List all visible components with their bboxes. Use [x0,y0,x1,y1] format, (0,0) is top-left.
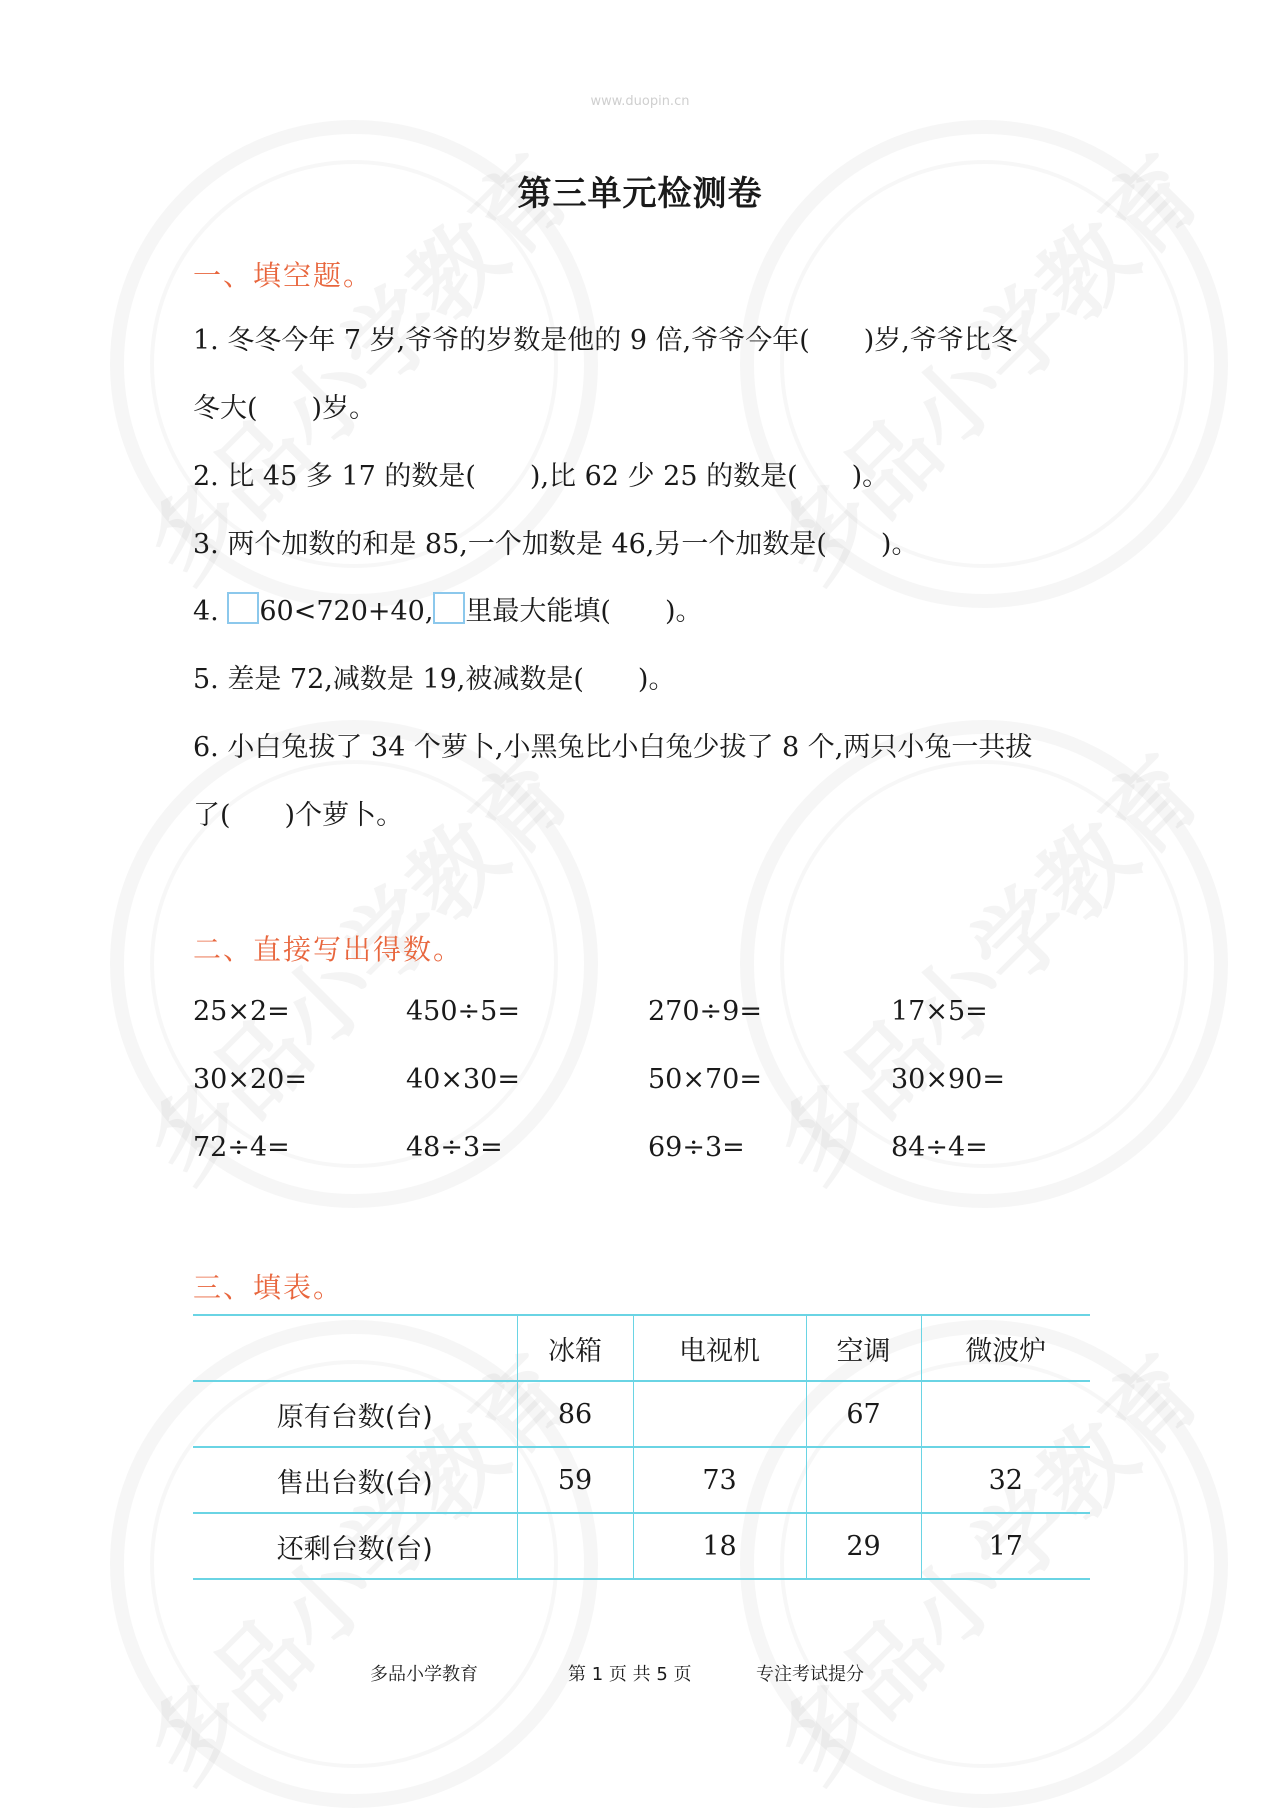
question-5: 5. 差是 72,减数是 19,被减数是( )。 [193,664,676,695]
answer-box[interactable] [433,592,465,624]
calc-item: 270÷9= [648,996,762,1027]
question-6-line-2: 了( )个萝卜。 [193,800,404,831]
question-1-line-1: 1. 冬冬今年 7 岁,爷爷的岁数是他的 9 倍,爷爷今年( )岁,爷爷比冬 [193,325,1018,356]
answer-box[interactable] [227,592,259,624]
row-label: 还剩台数(台) [193,1513,517,1579]
calc-item: 17×5= [891,996,988,1027]
appliance-table [193,1314,1090,1580]
section-heading-mental-math: 二、直接写出得数。 [193,933,464,966]
table-cell-blank[interactable] [806,1447,921,1513]
table-cell: 18 [633,1513,806,1579]
table-cell-blank[interactable] [921,1381,1090,1447]
table-cell-blank[interactable] [517,1513,633,1579]
calc-item: 25×2= [193,996,290,1027]
question-4-inequality: 60<720+40, [259,596,434,627]
table-cell: 17 [921,1513,1090,1579]
table-row [193,1513,1090,1579]
table-header-cell: 空调 [806,1315,921,1381]
footer-page-number: 第 1 页 共 5 页 [568,1664,692,1685]
table-cell: 29 [806,1513,921,1579]
table-header-cell: 冰箱 [517,1315,633,1381]
question-2: 2. 比 45 多 17 的数是( ),比 62 少 25 的数是( )。 [193,461,890,492]
section-heading-fill-blank: 一、填空题。 [193,259,374,292]
page-title: 第三单元检测卷 [517,174,763,214]
footer-slogan: 专注考试提分 [756,1664,864,1685]
table-header-cell: 电视机 [633,1315,806,1381]
calc-item: 450÷5= [406,996,520,1027]
table-cell: 86 [517,1381,633,1447]
footer-brand: 多品小学教育 [370,1664,478,1685]
calc-item: 69÷3= [648,1132,745,1163]
calc-item: 30×90= [891,1064,1005,1095]
calc-item: 30×20= [193,1064,307,1095]
table-header-cell: 微波炉 [921,1315,1090,1381]
table-row [193,1381,1090,1447]
calc-item: 72÷4= [193,1132,290,1163]
table-header-cell [193,1315,517,1381]
table-cell: 73 [633,1447,806,1513]
section-heading-fill-table: 三、填表。 [193,1271,344,1304]
question-6-line-1: 6. 小白兔拔了 34 个萝卜,小黑兔比小白兔少拔了 8 个,两只小兔一共拔 [193,732,1033,763]
table-cell: 59 [517,1447,633,1513]
table-cell: 67 [806,1381,921,1447]
calc-item: 48÷3= [406,1132,503,1163]
table-cell: 32 [921,1447,1090,1513]
calc-item: 50×70= [648,1064,762,1095]
table-cell-blank[interactable] [633,1381,806,1447]
question-1-line-2: 冬大( )岁。 [193,393,377,424]
watermark-site: www.duopin.cn [590,94,690,109]
table-row [193,1447,1090,1513]
table-header-row [193,1315,1090,1381]
question-4-number: 4. [193,596,219,627]
calc-item: 84÷4= [891,1132,988,1163]
question-4-prompt: 里最大能填( )。 [465,596,703,627]
calc-item: 40×30= [406,1064,520,1095]
question-4 [193,592,1093,632]
row-label: 售出台数(台) [193,1447,517,1513]
question-3: 3. 两个加数的和是 85,一个加数是 46,另一个加数是( )。 [193,529,919,560]
row-label: 原有台数(台) [193,1381,517,1447]
